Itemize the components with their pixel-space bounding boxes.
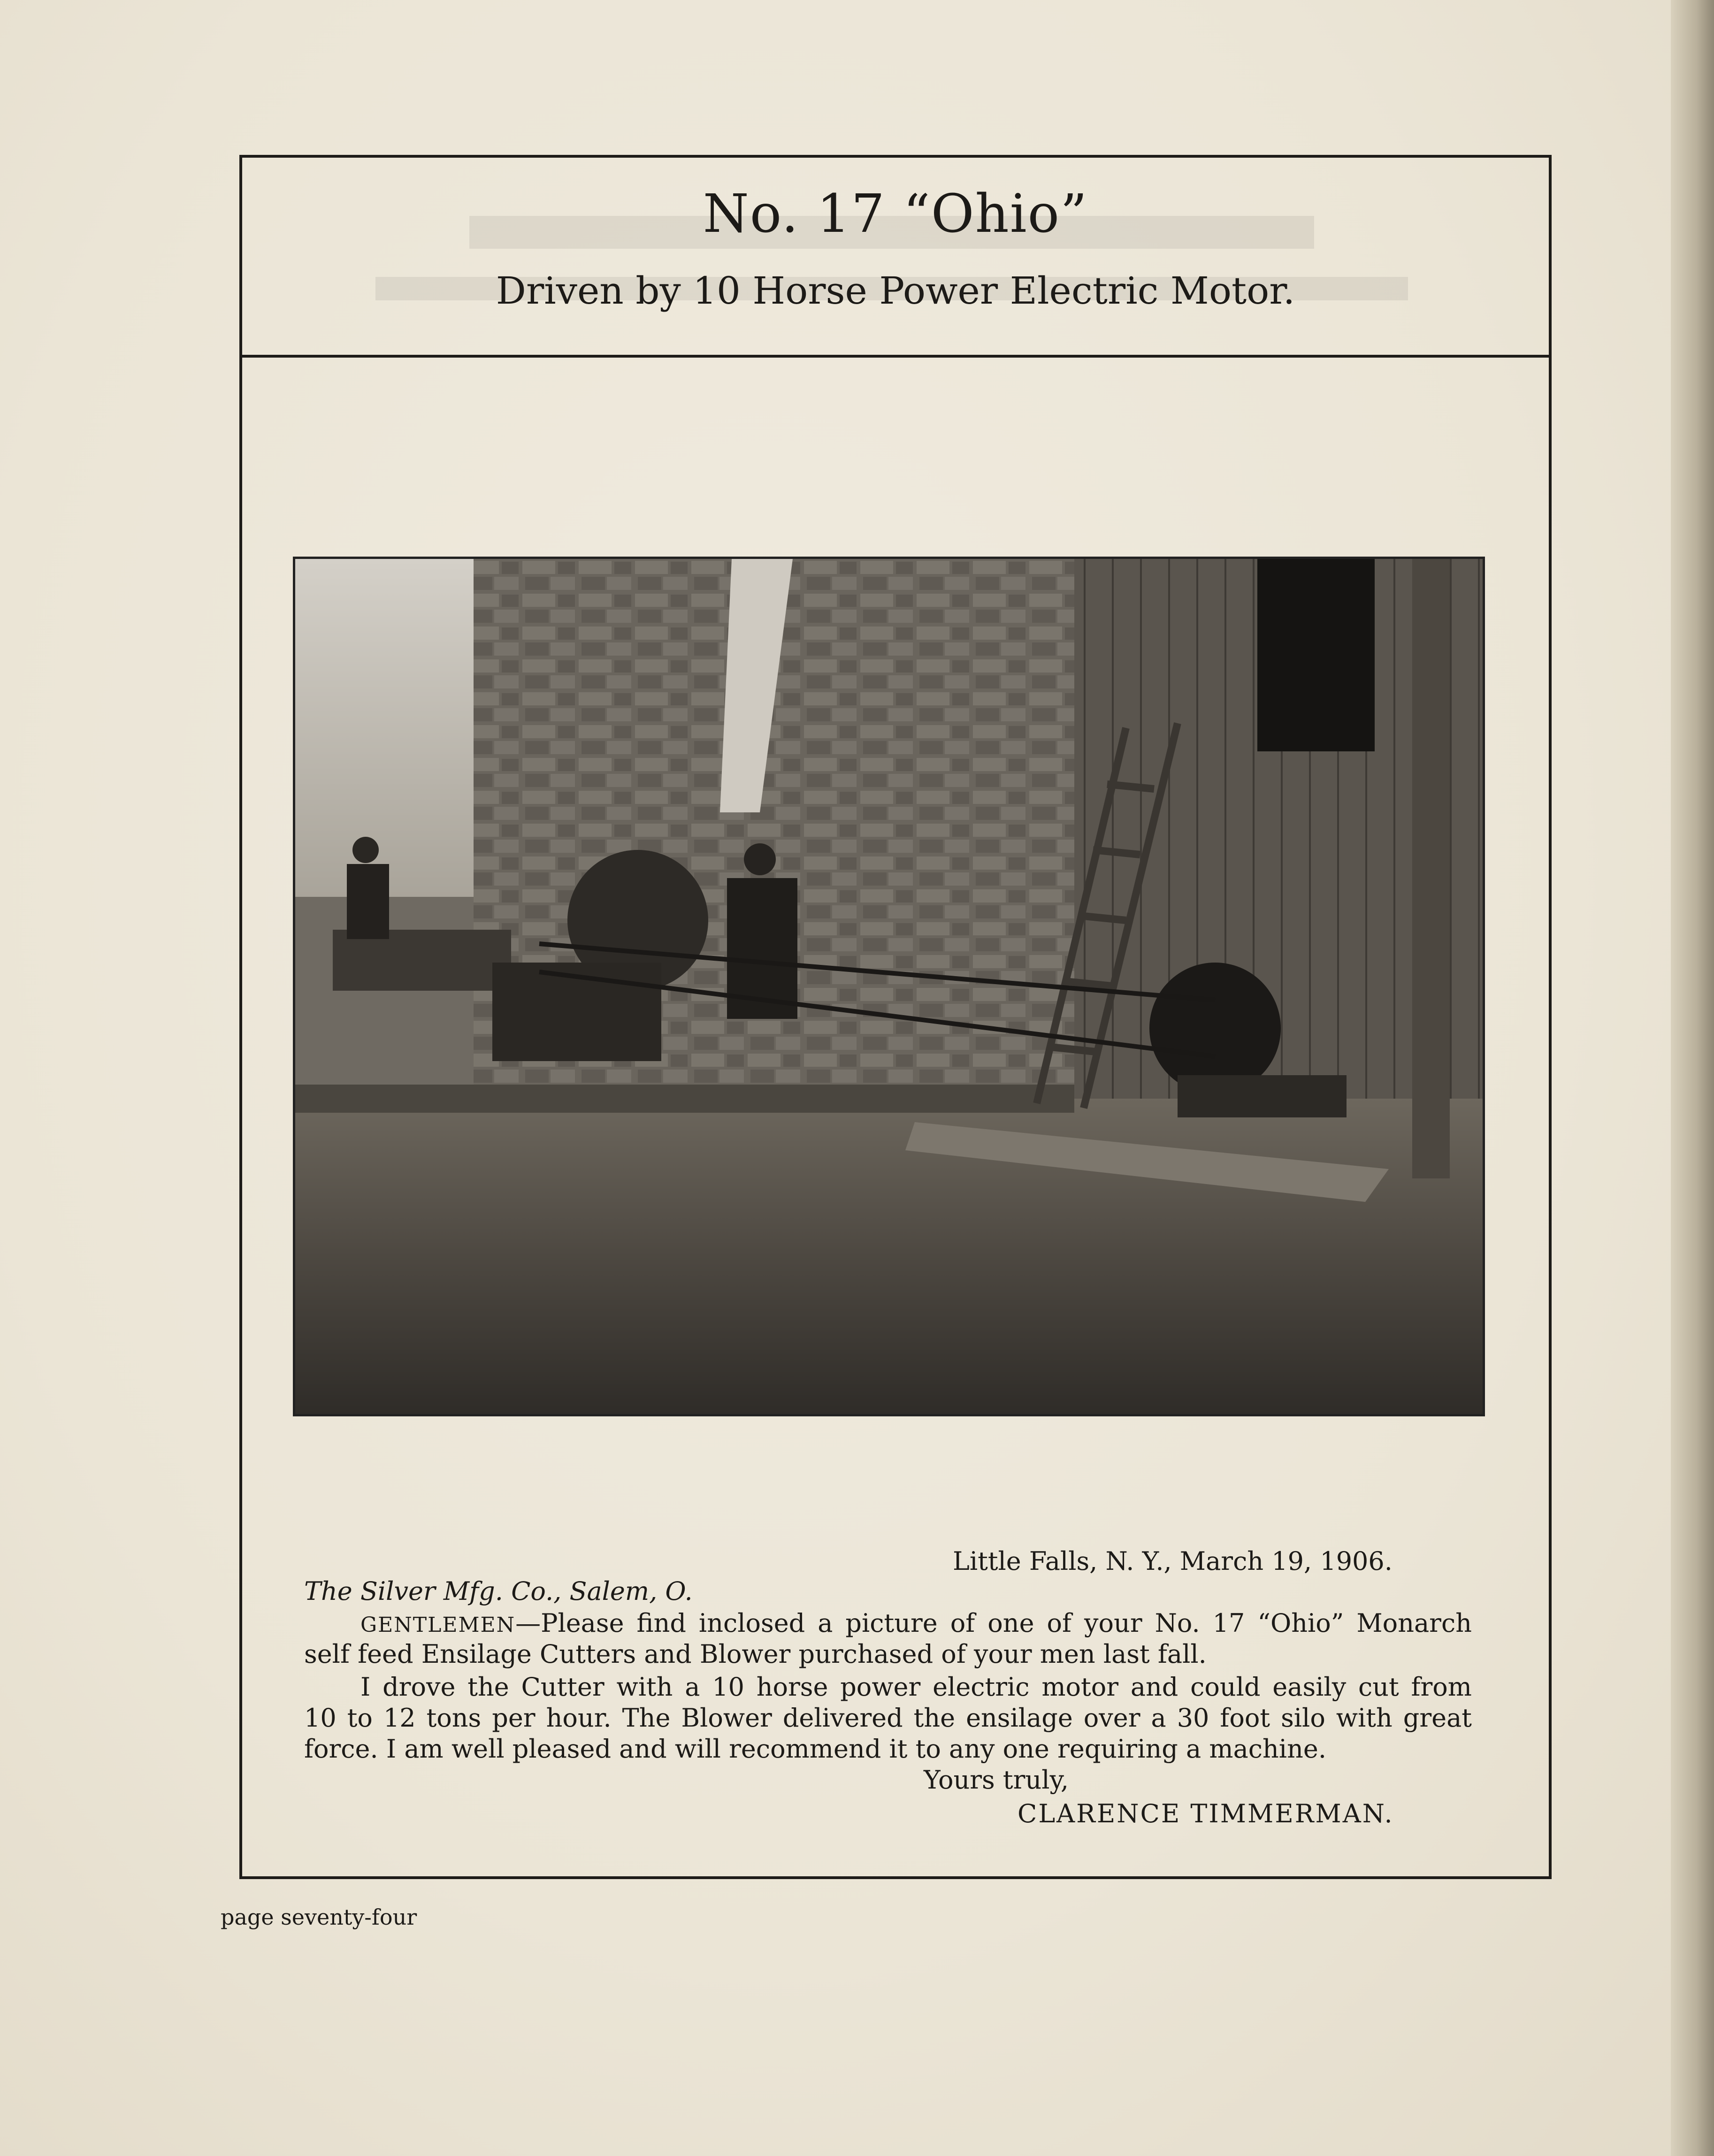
letter-signature: CLARENCE TIMMERMAN. bbox=[1018, 1799, 1394, 1828]
photo-post bbox=[1412, 559, 1450, 1178]
page-number: page seventy-four bbox=[221, 1904, 417, 1930]
letter-paragraph-1-text: —Please find inclosed a picture of one of your No. 17 “Ohio” Monarch bbox=[515, 1608, 1472, 1638]
letter-paragraph-2-line-1: I drove the Cutter with a 10 horse power electric motor and could easily cut from bbox=[360, 1672, 1472, 1702]
photo-barn-window bbox=[1257, 559, 1375, 751]
letter-paragraph-2-line-2: 10 to 12 tons per hour. The Blower delivered the ensilage over a 30 foot silo with great bbox=[304, 1703, 1472, 1733]
letter-salutation: GENTLEMEN bbox=[360, 1613, 516, 1637]
photo-worker-left-head bbox=[352, 837, 379, 863]
photo-sky bbox=[295, 559, 483, 897]
photo-electric-motor bbox=[1149, 963, 1281, 1094]
letter-closing: Yours truly, bbox=[924, 1765, 1069, 1795]
ad-title: No. 17 “Ohio” bbox=[703, 183, 1088, 245]
header-divider bbox=[239, 355, 1552, 358]
photo-worker-head bbox=[744, 843, 776, 875]
letter-paragraph-1-line-2: self feed Ensilage Cutters and Blower purchased of your men last fall. bbox=[304, 1639, 1207, 1669]
machine-photograph bbox=[293, 557, 1485, 1416]
book-gutter bbox=[1671, 0, 1714, 2156]
ad-subtitle: Driven by 10 Horse Power Electric Motor. bbox=[496, 269, 1295, 313]
letter-paragraph-2-line-3: force. I am well pleased and will recommend it to any one requiring a machine. bbox=[304, 1734, 1326, 1764]
letter-dateline: Little Falls, N. Y., March 19, 1906. bbox=[953, 1546, 1393, 1576]
photo-worker-left-body bbox=[347, 864, 389, 939]
letter-paragraph-1-line-1 bbox=[304, 1608, 1472, 1638]
letter-addressee: The Silver Mfg. Co., Salem, O. bbox=[304, 1576, 693, 1606]
photo-ground bbox=[295, 1099, 1483, 1414]
